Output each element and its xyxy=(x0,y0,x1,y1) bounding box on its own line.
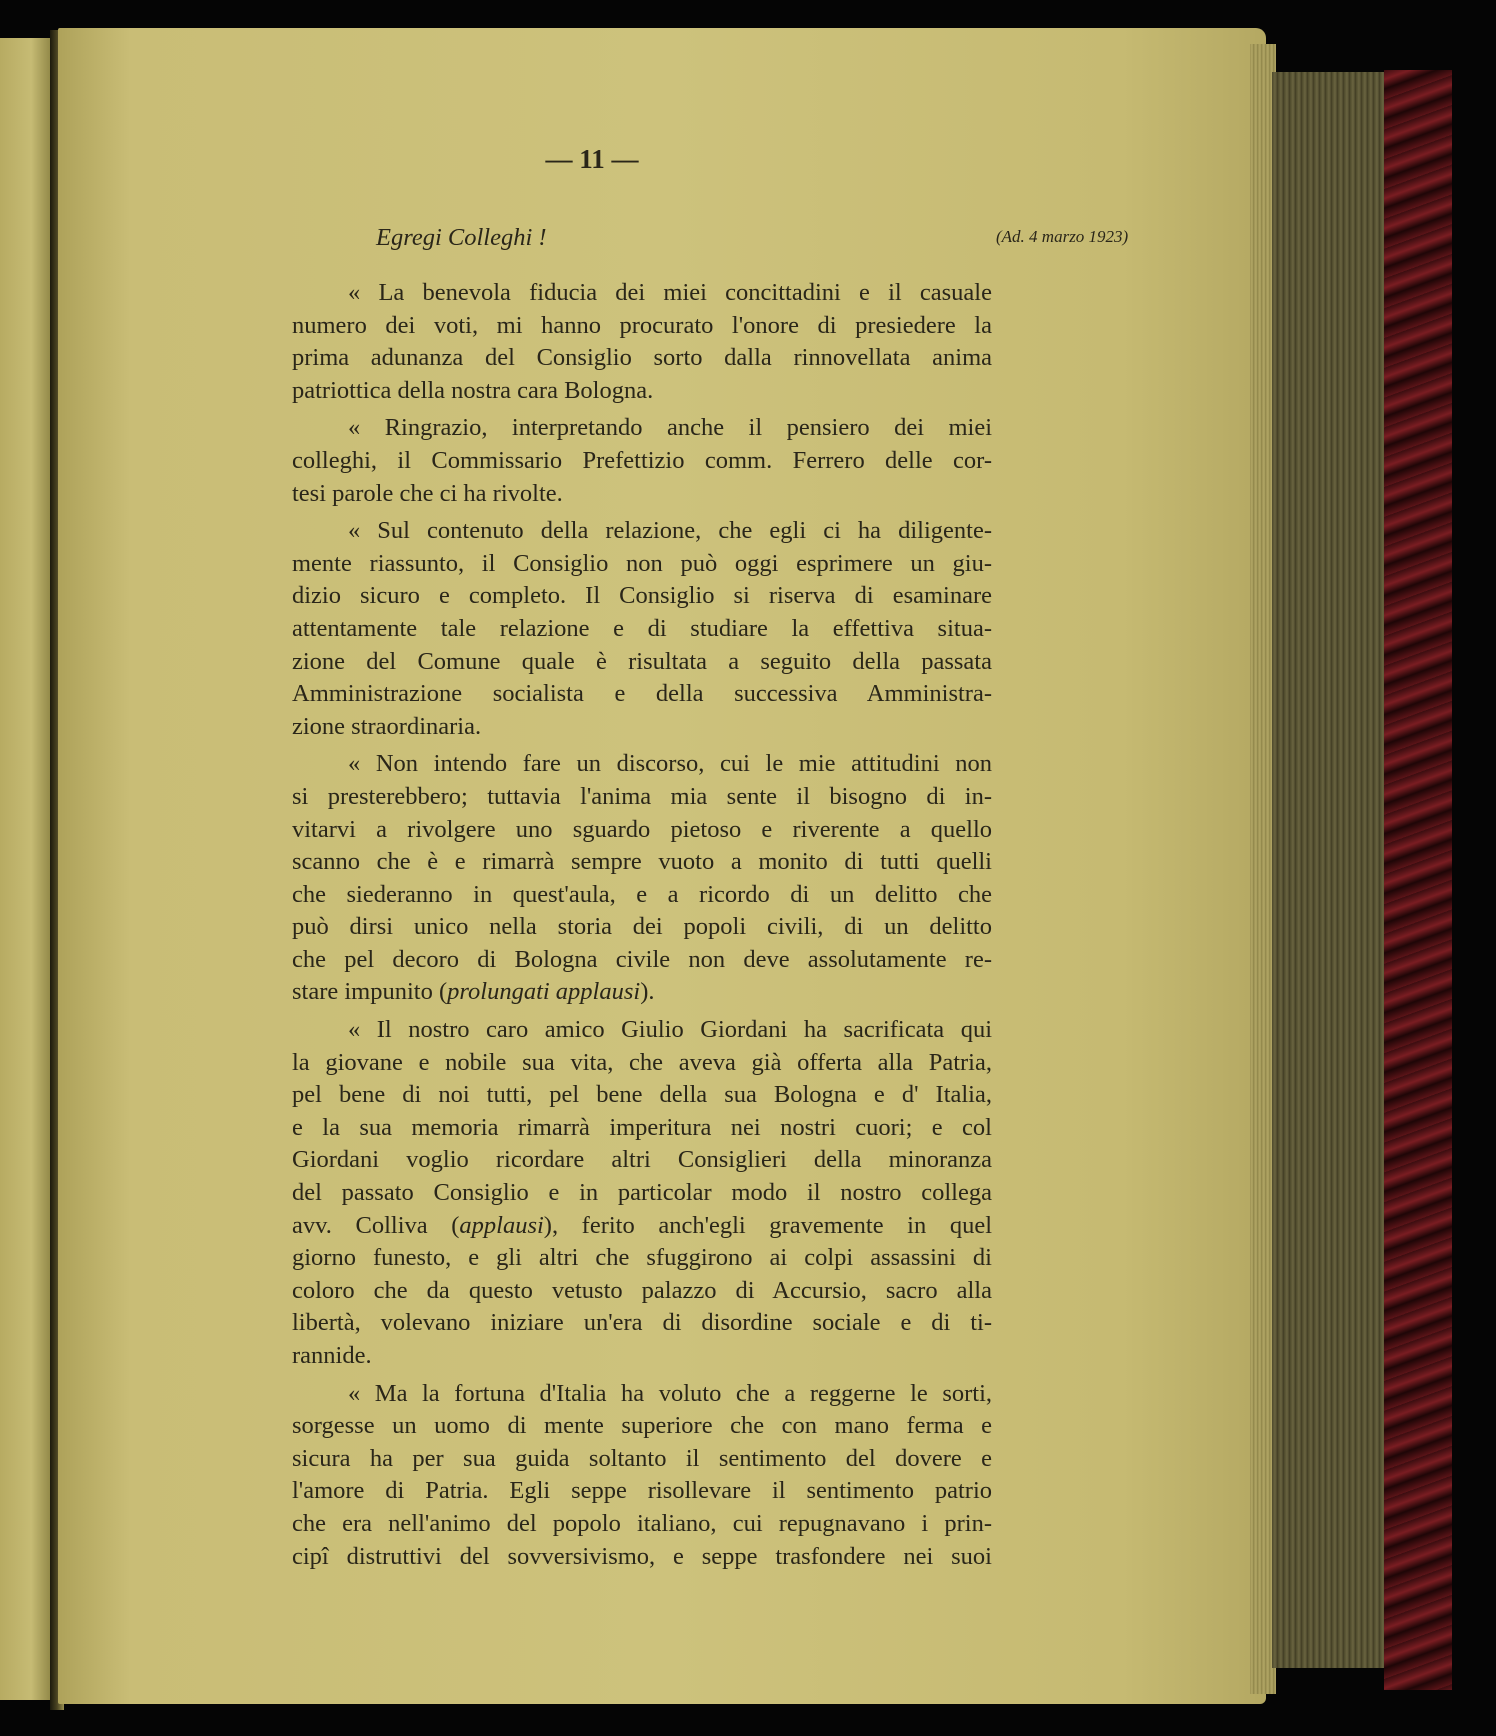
left-page-edge xyxy=(0,38,52,1700)
text-line: Giordani voglio ricordare altri Consiglieri della minoranza xyxy=(292,1146,992,1174)
text-line-with-stage-direction xyxy=(292,976,992,1009)
marbled-cover xyxy=(1384,70,1452,1690)
paragraph xyxy=(292,1014,992,1373)
stage-direction: applausi xyxy=(459,1211,544,1239)
text-line: mente riassunto, il Consiglio non può oggi esprimere un giu- xyxy=(292,549,992,577)
text-line: si presterebbero; tuttavia l'anima mia sente il bisogno di in- xyxy=(292,782,992,810)
text-line: Amministrazione socialista e della successiva Amministra- xyxy=(292,680,992,708)
text-line: che pel decoro di Bologna civile non deve assolutamente re- xyxy=(292,945,992,973)
paragraph xyxy=(292,1378,992,1574)
text-line: rannide. xyxy=(292,1342,372,1369)
text-line: « Ma la fortuna d'Italia ha voluto che a reggerne le sorti, xyxy=(348,1379,992,1407)
text-fragment: stare impunito ( xyxy=(292,978,448,1006)
text-line: patriottica della nostra cara Bologna. xyxy=(292,376,654,404)
paragraph xyxy=(292,515,992,743)
paragraph xyxy=(292,748,992,1009)
text-line: attentamente tale relazione e di studiare la effettiva situa- xyxy=(292,614,992,642)
text-line: vitarvi a rivolgere uno sguardo pietoso e riverente a quello xyxy=(292,815,992,843)
text-line: zione straordinaria. xyxy=(292,712,482,740)
text-line: scanno che è e rimarrà sempre vuoto a monito di tutti quelli xyxy=(292,848,992,876)
text-line: tesi parole che ci ha rivolte. xyxy=(292,479,563,507)
text-line: libertà, volevano iniziare un'era di disordine sociale e di ti- xyxy=(292,1309,992,1337)
text-line: che siederanno in quest'aula, e a ricordo di un delitto che xyxy=(292,880,992,908)
salutation: Egregi Colleghi ! xyxy=(376,224,547,251)
text-block-edge xyxy=(1272,72,1384,1668)
text-line: l'amore di Patria. Egli seppe risollevare il sentimento patrio xyxy=(292,1477,992,1505)
text-line: « La benevola fiducia dei miei concittadini e il casuale xyxy=(348,279,992,306)
paragraph xyxy=(292,277,992,407)
text-fragment: ), ferito anch'egli gravemente in quel xyxy=(543,1211,993,1239)
text-line: « Non intendo fare un discorso, cui le mie attitudini non xyxy=(348,750,992,778)
body-text xyxy=(292,277,992,1578)
text-fragment: avv. Colliva ( xyxy=(292,1211,460,1239)
text-line: zione del Comune quale è risultata a seguito della passata xyxy=(292,647,992,675)
text-line: sicura ha per sua guida soltanto il sentimento del dovere e xyxy=(292,1444,992,1472)
text-line: la giovane e nobile sua vita, che aveva già offerta alla Patria, xyxy=(292,1048,992,1076)
text-line: cipî distruttivi del sovversivismo, e seppe trasfondere nei suoi xyxy=(292,1542,992,1570)
text-line: numero dei voti, mi hanno procurato l'onore di presiedere la xyxy=(292,311,992,339)
page-number: — 11 — xyxy=(545,144,639,174)
date-note: (Ad. 4 marzo 1923) xyxy=(996,227,1129,246)
text-line: può dirsi unico nella storia dei popoli civili, di un delitto xyxy=(292,913,992,941)
text-line: prima adunanza del Consiglio sorto dalla rinnovellata anima xyxy=(292,344,992,372)
text-line: coloro che da questo vetusto palazzo di Accursio, sacro alla xyxy=(292,1276,992,1304)
text-line: « Sul contenuto della relazione, che egli ci ha diligente- xyxy=(348,517,992,545)
text-line: sorgesse un uomo di mente superiore che con mano ferma e xyxy=(292,1412,992,1440)
text-fragment: ). xyxy=(640,978,655,1006)
text-line: colleghi, il Commissario Prefettizio comm. Ferrero delle cor- xyxy=(292,446,992,474)
page-text xyxy=(292,0,1129,1736)
text-line: « Il nostro caro amico Giulio Giordani ha sacrificata qui xyxy=(348,1016,992,1044)
text-line: « Ringrazio, interpretando anche il pensiero dei miei xyxy=(348,414,992,442)
text-line: del passato Consiglio e in particolar modo il nostro collega xyxy=(292,1179,992,1207)
text-line: e la sua memoria rimarrà imperitura nei nostri cuori; e col xyxy=(292,1113,992,1141)
text-line: giorno funesto, e gli altri che sfuggirono ai colpi assassini di xyxy=(292,1244,992,1272)
text-line: pel bene di noi tutti, pel bene della sua Bologna e d' Italia, xyxy=(292,1081,992,1109)
paragraph xyxy=(292,412,992,510)
text-line: che era nell'animo del popolo italiano, cui repugnavano i prin- xyxy=(292,1509,992,1537)
text-line: dizio sicuro e completo. Il Consiglio si riserva di esaminare xyxy=(292,582,992,610)
text-line-with-stage-direction xyxy=(292,1210,992,1243)
stage-direction: prolungati applausi xyxy=(447,978,641,1006)
